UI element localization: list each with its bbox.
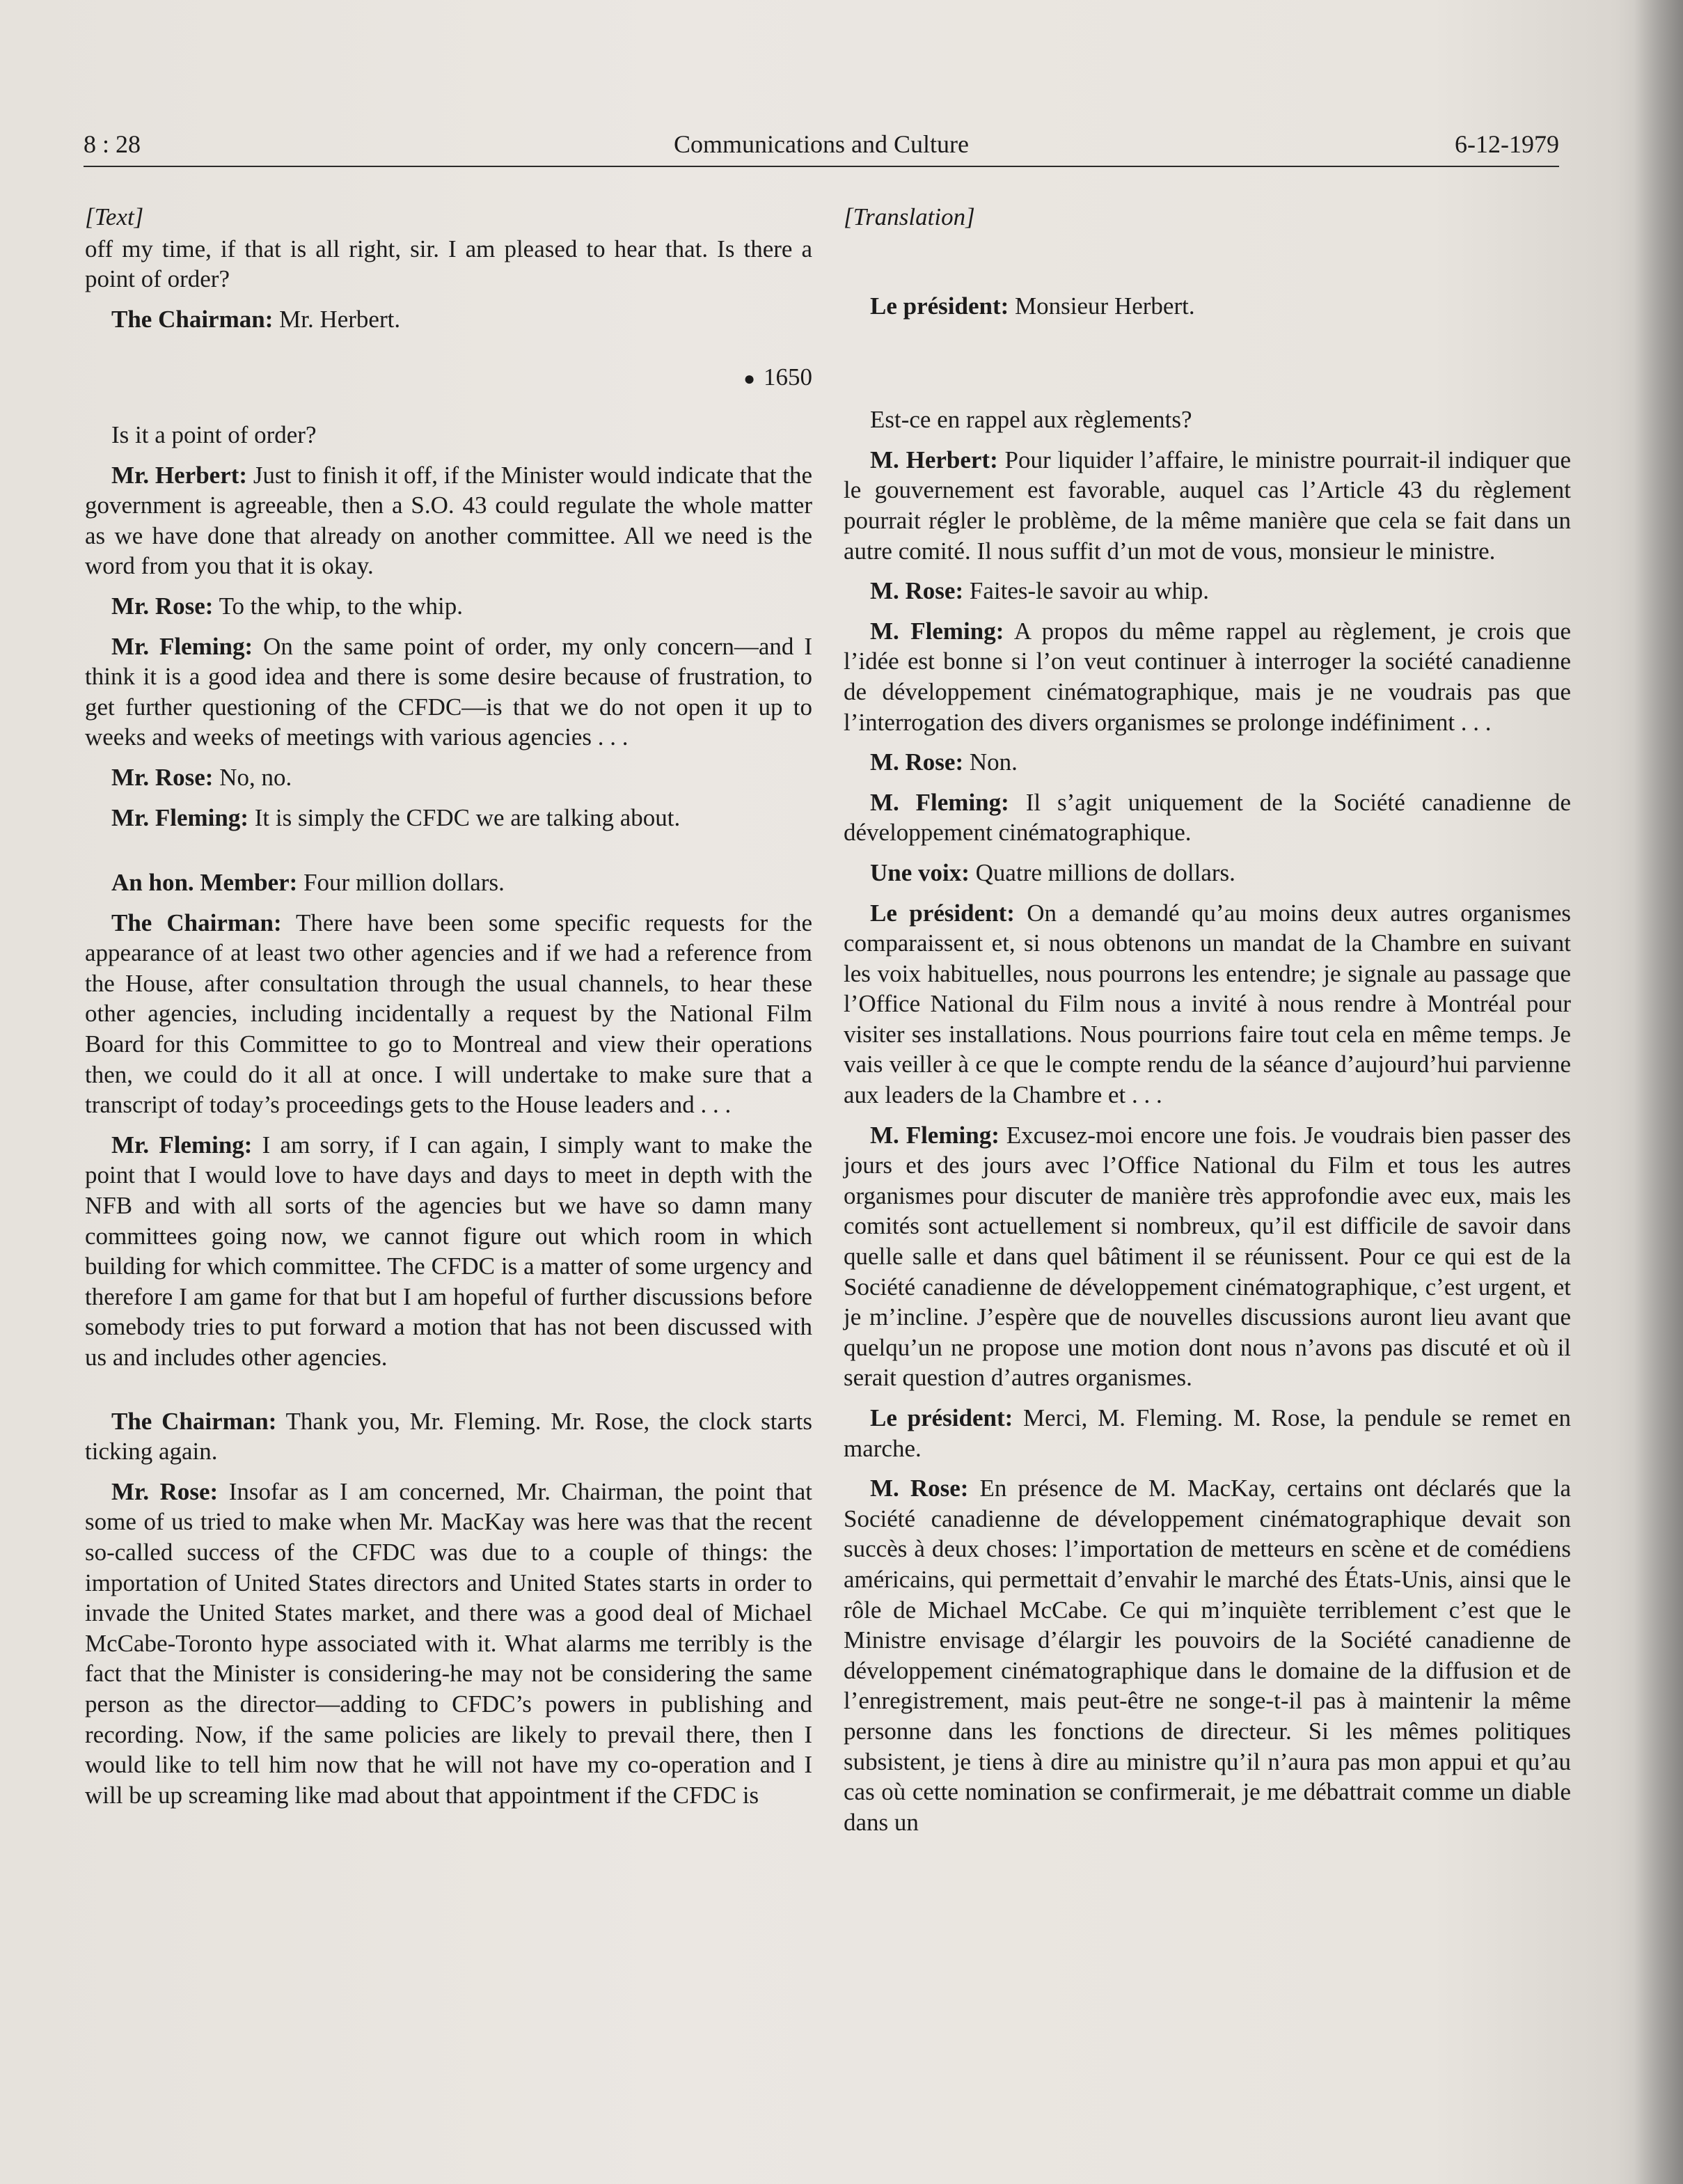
- paragraph: [844, 1403, 1571, 1463]
- speech-text: Insofar as I am concerned, Mr. Chairman, the point that some of us tried to make when Mr. MacKay was here was that the recent so-called success of the CFDC was due to a couple of things: the importation of United States directors and United States starts in order to invade the United States market, and there was a good deal of Michael McCabe-Toronto hype associated with it. What alarms me terribly is the fact that the Minister is considering-he may not be considering the same person as the director—adding to CFDC’s powers in publishing and recording. Now, if the same policies are likely to prevail there, then I would like to tell him now that he will not have my co-operation and I will be up screaming like mad about that appointment if the CFDC is: [85, 1477, 812, 1809]
- page-edge-shadow: [1634, 0, 1683, 2184]
- speech-text: Non.: [963, 748, 1018, 776]
- speech-text: No, no.: [213, 763, 292, 791]
- speech-text: Monsieur Herbert.: [1009, 292, 1195, 320]
- speech-text: Mr. Herbert.: [273, 305, 401, 333]
- speech-text: Just to finish it off, if the Minister would indicate that the government is agreeable, then a S.O. 43 could regulate the whole matter as we have done that already on another committee. All we need is the word from you that it is okay.: [85, 461, 812, 580]
- paragraph: [844, 1120, 1571, 1393]
- page-number: 8 : 28: [84, 130, 141, 158]
- paragraph: [844, 787, 1571, 848]
- speaker-name: Le président:: [870, 1404, 1013, 1431]
- speaker-name: M. Rose:: [870, 748, 964, 776]
- speaker-name: An hon. Member:: [111, 869, 298, 897]
- paragraph: Est-ce en rappel aux règlements?: [870, 406, 1192, 434]
- speech-text: Thank you, Mr. Fleming. Mr. Rose, the clock starts ticking again.: [85, 1407, 813, 1466]
- paragraph: [85, 591, 812, 622]
- speech-text: Merci, M. Fleming. M. Rose, la pendule se remet en marche.: [844, 1404, 1571, 1462]
- speaker-name: Mr. Fleming:: [111, 803, 248, 831]
- speech-text: On a demandé qu’au moins deux autres organismes comparaissent et, si nous obtenons un mandat de la Chambre en suivant les voix habituelles, nous pourrons les entendre; je signale au passage que l’Office National du Film nous a invité à nous rendre à Montréal pour visiter ses installations. Nous pourrions faire tout cela en même temps. Je vais veiller à ce que le compte rendu de la séance d’aujourd’hui parvienne aux leaders de la Chambre et . . .: [844, 899, 1571, 1109]
- speech-text: Pour liquider l’affaire, le ministre pourrait-il indiquer que le gouvernement est favorable, auquel cas l’Article 43 du règlement pourrait régler le problème, de la même manière que cela se fait dans un autre comité. Il nous suffit d’un mot de vous, monsieur le ministre.: [844, 446, 1571, 565]
- speaker-name: The Chairman:: [111, 1407, 277, 1435]
- speaker-name: Mr. Rose:: [111, 592, 214, 620]
- header-rule: [84, 166, 1559, 167]
- speaker-name: Le président:: [870, 292, 1009, 320]
- page-date: 6-12-1979: [1455, 130, 1559, 158]
- paragraph: [85, 908, 812, 1120]
- speaker-name: M. Fleming:: [870, 1121, 999, 1149]
- paragraph: [844, 898, 1571, 1110]
- speaker-name: The Chairman:: [111, 909, 282, 936]
- speech-text: On the same point of order, my only concern—and I think it is a good idea and there is some desire because of frustration, to get further questioning of the CFDC—is that we do not open it up to weeks and weeks of meetings with various agencies . . .: [85, 632, 812, 751]
- paragraph: [844, 445, 1571, 566]
- speaker-name: M. Herbert:: [870, 446, 998, 473]
- speech-text: It is simply the CFDC we are talking about.: [248, 803, 681, 831]
- speaker-name: Une voix:: [870, 858, 970, 886]
- paragraph: [85, 803, 812, 833]
- time-marker: [85, 362, 812, 395]
- speaker-name: Mr. Fleming:: [111, 632, 253, 660]
- page-header: [84, 129, 1559, 164]
- speaker-name: M. Fleming:: [870, 617, 1004, 645]
- paragraph: [85, 1477, 812, 1811]
- timestamp: 1650: [764, 363, 812, 391]
- speaker-name: Mr. Herbert:: [111, 461, 248, 489]
- speech-text: I am sorry, if I can again, I simply want to make the point that I would love to have days and days to meet in depth with the NFB and with all sorts of the agencies but we have so damn many committees going now, we cannot figure out which room in which building for which committee. The CFDC is a matter of some urgency and therefore I am game for that but I am hopeful of further discussions before somebody tries to put forward a motion that has not been discussed with us and includes other agencies.: [85, 1131, 812, 1371]
- speech-text: En présence de M. MacKay, certains ont déclarés que la Société canadienne de développement cinématographique devait son succès à deux choses: l’importation de metteurs en scène et de comédiens américains, qui permettait d’envahir le marché des États-Unis, ainsi que le rôle de Michael McCabe. Ce qui m’inquiète terriblement c’est que le Ministre envisage d’élargir les pouvoirs de la Société canadienne de développement cinématographique dans le domaine de la diffusion et de l’enregistrement, mais peut-être ne songe-t-il pas à maintenir la même personne dans les fonctions de directeur. Si les mêmes politiques subsistent, je tiens à dire au ministre qu’il n’aura pas mon appui et qu’au cas où cette nomination se confirmerait, je me débattrait comme un diable dans un: [844, 1475, 1571, 1836]
- paragraph: Is it a point of order?: [111, 421, 317, 448]
- paragraph: [85, 867, 812, 898]
- speaker-name: Mr. Rose:: [111, 763, 214, 791]
- speaker-name: M. Rose:: [870, 1475, 969, 1502]
- paragraph: [844, 616, 1571, 737]
- english-column: [85, 202, 812, 1810]
- paragraph: [844, 291, 1571, 322]
- speech-text: Faites-le savoir au whip.: [963, 577, 1209, 605]
- speech-text: Quatre millions de dollars.: [969, 858, 1235, 886]
- paragraph: [85, 1406, 812, 1467]
- paragraph: [85, 304, 812, 335]
- language-label: [Text]: [85, 203, 144, 230]
- paragraph: [85, 631, 812, 753]
- paragraph: [844, 1473, 1571, 1837]
- speech-text: Excusez-moi encore une fois. Je voudrais bien passer des jours et des jours avec l’Office National du Film et tous les autres organismes pour discuter de manière très approfondie avec eux, mais les comités sont actuellement si nombreux, qu’il est difficile de savoir dans quelle salle et dans quel bâtiment il se réunissent. Pour ce qui est de la Société canadienne de développement cinématographique, c’est urgent, et je m’incline. J’espère que de nouvelles discussions auront lieu avant que quelqu’un ne propose une motion dont nous n’avons pas discuté et où il serait question d’autres organismes.: [844, 1121, 1571, 1392]
- speech-text: A propos du même rappel au règlement, je crois que l’idée est bonne si l’on veut continuer à interroger la société canadienne de développement cinématographique, mais je ne voudrais pas que l’interrogation des divers organismes se prolonge indéfiniment . . .: [844, 617, 1571, 736]
- paragraph: [85, 460, 812, 581]
- speaker-name: Mr. Rose:: [111, 1477, 219, 1505]
- language-label: [Translation]: [844, 203, 975, 230]
- speaker-name: M. Rose:: [870, 577, 964, 605]
- french-column: [844, 202, 1571, 1837]
- paragraph: [844, 747, 1571, 778]
- speech-text: Il s’agit uniquement de la Société canadienne de développement cinématographique.: [844, 788, 1571, 847]
- paragraph: off my time, if that is all right, sir. I am pleased to hear that. Is there a point of order?: [85, 235, 812, 293]
- speech-text: There have been some specific requests for the appearance of at least two other agencies and if we had a reference from the House, after consultation through the usual channels, to hear these other agencies, including incidentally a request by the National Film Board for this Committee to go to Montreal and view their operations then, we could do it all at once. I will undertake to make sure that a transcript of today’s proceedings gets to the House leaders and . . .: [85, 909, 812, 1119]
- speech-text: Four million dollars.: [297, 869, 505, 897]
- paragraph: [844, 576, 1571, 606]
- speaker-name: Le président:: [870, 899, 1015, 927]
- bullet-icon: ●: [743, 368, 755, 391]
- page-title: Communications and Culture: [674, 130, 969, 158]
- paragraph: [844, 858, 1571, 888]
- speaker-name: M. Fleming:: [870, 788, 1009, 816]
- paragraph: [85, 762, 812, 793]
- speech-text: To the whip, to the whip.: [213, 592, 463, 620]
- speaker-name: Mr. Fleming:: [111, 1131, 253, 1158]
- speaker-name: The Chairman:: [111, 305, 274, 333]
- paragraph: [85, 1130, 812, 1373]
